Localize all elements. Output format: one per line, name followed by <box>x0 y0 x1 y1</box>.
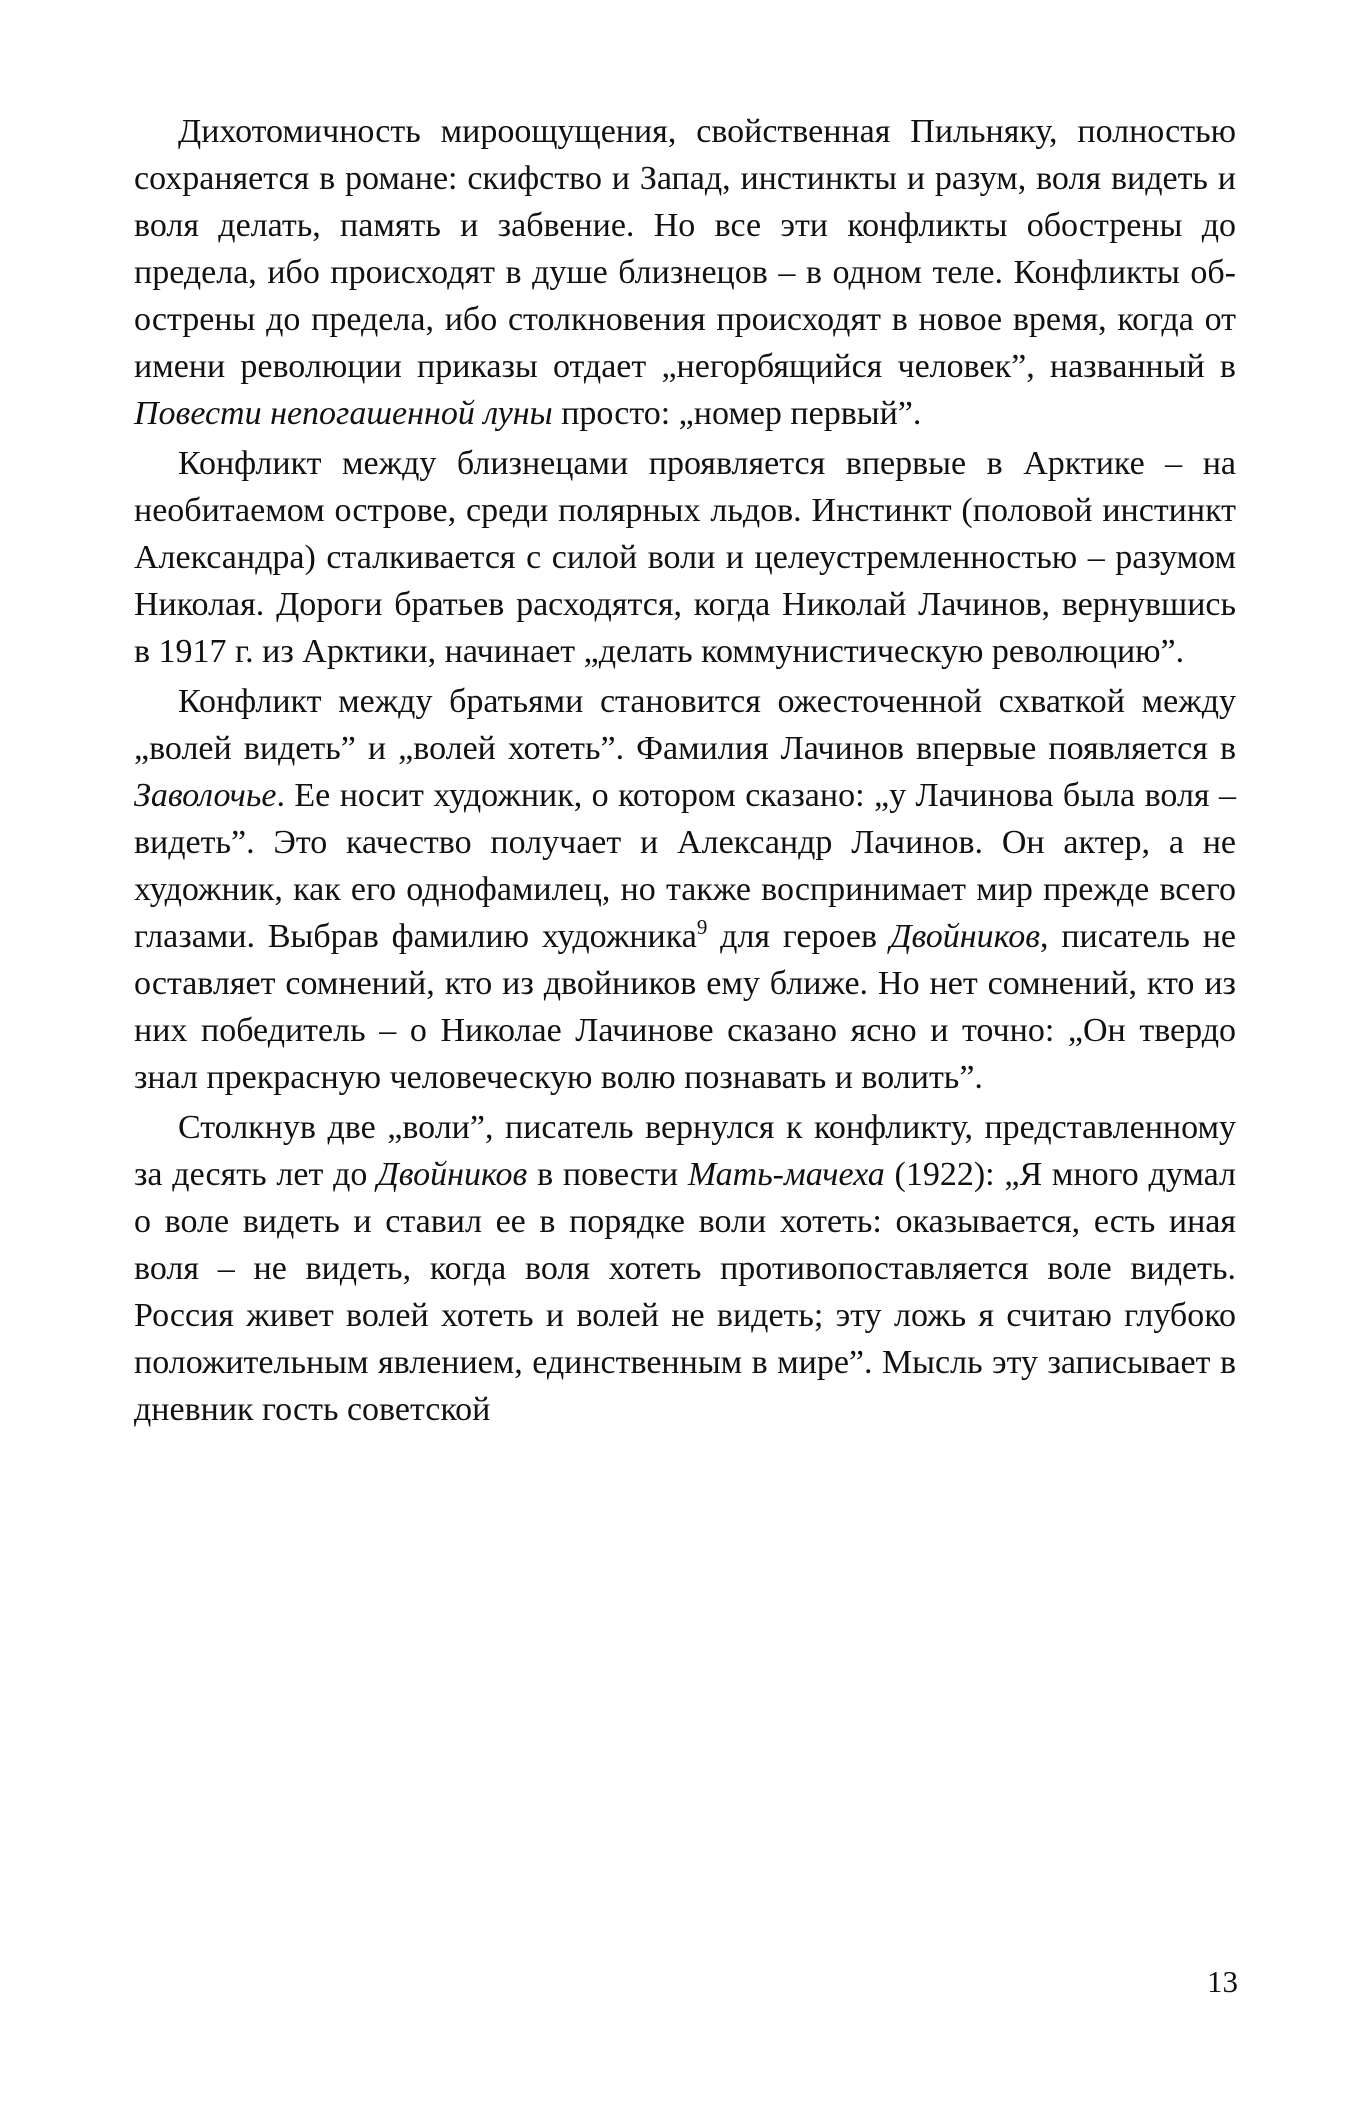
text-segment: Конфликт между братьями становится ожесточенной схваткой между „волей видеть” и „волей хотеть”. Фамилия Лачинов впервые появляется в <box>134 683 1236 767</box>
paragraph-4 <box>134 1104 1236 1433</box>
text-segment: в повести <box>527 1156 688 1193</box>
book-title: Двойников <box>889 918 1041 955</box>
text-segment: . Ее носит художник, о котором сказано: „у Лачинова была воля – видеть”. Это качество получает и Александр Лачинов. Он актер, а не художник, как его однофамилец, но также воспринимает мир прежде всего глазами. Выбрав фамилию художника <box>134 777 1236 955</box>
book-title: Двойников <box>377 1156 528 1193</box>
text-segment: Конфликт между близнецами проявляется впервые в Арктике – на необитаемом острове, среди полярных льдов. Инстинкт (половой инстинкт Александра) сталкивается с силой воли и целеустремленностью – разумом Николая. Дороги братьев расходятся, когда Николай Лачинов, вернувшись в 1917 г. из Арктики, начинает „делать коммунистическую революцию”. <box>134 445 1236 670</box>
page-number: 13 <box>1207 1964 1238 1999</box>
book-title: Заволочье <box>134 777 277 814</box>
text-segment: для героев <box>707 918 890 955</box>
paragraph-3 <box>134 678 1236 1101</box>
text-segment: Дихотомичность мироощущения, свойственная Пильняку, полностью сохраняется в романе: скифство и Запад, инстинкты и разум, воля видеть и воля делать, память и забвение. Но все эти конфликты обострены до предела, ибо происходят в душе близнецов – в одном теле. Конфликты обострены до предела, ибо столкновения происходят в новое время, когда от имени революции приказы отдает „негорбящийся человек”, названный в <box>134 113 1236 385</box>
book-title: Повести непогашенной луны <box>134 395 553 432</box>
text-segment: Столкнув две „воли”, писатель вернулся к конфликту, представленному за десять лет до <box>134 1109 1236 1193</box>
book-title: Мать-мачеха <box>687 1156 885 1193</box>
paragraph-1 <box>134 108 1236 437</box>
paragraph-2 <box>134 440 1236 675</box>
text-segment: , писатель не оставляет сомнений, кто из двойников ему ближе. Но нет сомнений, кто из них победитель – о Николае Лачинове сказано ясно и точно: „Он твердо знал прекрасную человеческую волю познавать и волить”. <box>134 918 1236 1096</box>
text-segment: (1922): „Я много думал о воле видеть и ставил ее в порядке воли хотеть: оказывается, есть иная воля – не видеть, когда воля хотеть противопоставляется воле видеть. Россия живет волей хотеть и волей не видеть; эту ложь я считаю глубоко положительным явлением, единственным в мире”. Мысль эту записывает в дневник гость советской <box>134 1156 1236 1428</box>
footnote-marker: 9 <box>696 915 708 939</box>
text-segment: просто: „номер первый”. <box>552 395 922 432</box>
body-text <box>134 108 1236 1436</box>
